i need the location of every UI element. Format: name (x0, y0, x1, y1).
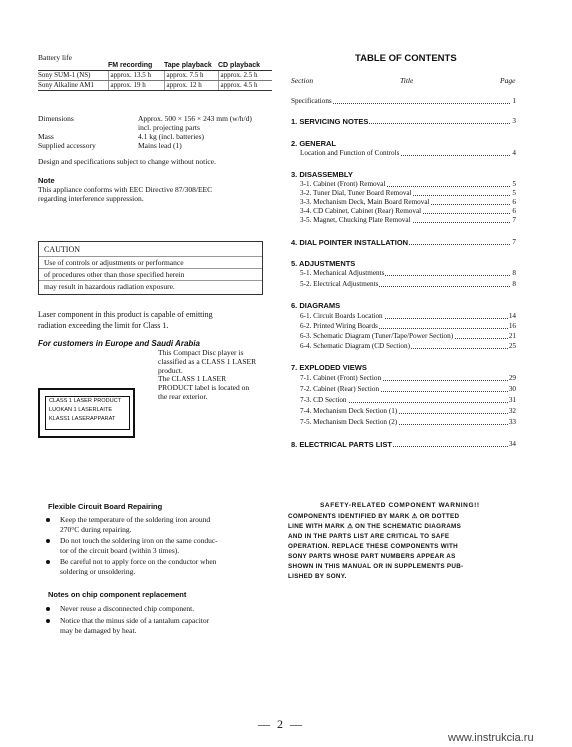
bullet-icon (46, 607, 50, 611)
toc-entry-page: 21 (508, 332, 516, 340)
toc-entry-label: Location and Function of Controls (300, 149, 400, 157)
toc-entry-page: 34 (508, 440, 516, 448)
safety-warning-body (288, 512, 510, 582)
toc-col-title: Title (400, 76, 414, 85)
toc-entry-page: 29 (508, 374, 516, 382)
toc-entry-page: 30 (508, 385, 516, 393)
laser-line: Laser component in this product is capable of emitting (38, 310, 213, 319)
table-cell: Sony Alkaline AM1 (38, 81, 108, 91)
spec-notice: Design and specifications subject to change without notice. (38, 157, 216, 166)
list-item (60, 616, 278, 636)
toc-entry-label: 3-3. Mechanism Deck, Main Board Removal (300, 198, 430, 206)
spec-value: 4.1 kg (incl. batteries) (138, 132, 205, 141)
spec-label: Dimensions (38, 114, 74, 123)
chip-notes-title: Notes on chip component replacement (48, 590, 187, 599)
toc-entry-page: 8 (512, 269, 516, 277)
spec-dimensions-cont (38, 123, 278, 132)
warning-line: OPERATION. REPLACE THESE COMPONENTS WITH (288, 543, 459, 550)
toc-section-disassembly: 3. DISASSEMBLY (291, 170, 353, 179)
bullet-icon (46, 518, 50, 522)
table-cell: approx. 12 h (164, 81, 218, 91)
toc-section-label: 1. SERVICING NOTES (291, 117, 369, 126)
desc-line: The CLASS 1 LASER (158, 374, 227, 384)
bullet-icon (46, 539, 50, 543)
list-item-text: may be damaged by heat. (60, 626, 137, 635)
flex-repair-title: Flexible Circuit Board Repairing (48, 502, 163, 511)
safety-warning-title: SAFETY-RELATED COMPONENT WARNING!! (320, 502, 480, 509)
toc-entry-page: 32 (508, 407, 516, 415)
toc-section-general: 2. GENERAL (291, 139, 337, 148)
label-inner (45, 396, 130, 430)
toc-title: TABLE OF CONTENTS (355, 53, 457, 64)
spec-label: Mass (38, 132, 54, 141)
battery-life-title: Battery life (38, 53, 72, 62)
toc-col-section: Section (291, 76, 314, 85)
table-cell: approx. 13.5 h (108, 71, 164, 81)
toc-entry-page: 33 (508, 418, 516, 426)
toc-entry-label: 3-1. Cabinet (Front) Removal (300, 180, 386, 188)
toc-entry-page: 6 (512, 207, 516, 215)
bullet-icon (46, 619, 50, 623)
desc-line: This Compact Disc player is (158, 348, 244, 357)
label-line: KLASS1 LASERAPPARAT (49, 416, 116, 422)
desc-line: the rear exterior. (158, 391, 208, 401)
list-item (60, 604, 278, 614)
spec-accessory (38, 141, 278, 150)
toc-entry-page: 14 (508, 312, 516, 320)
desc-line: PRODUCT label is located on (158, 383, 250, 393)
laser-product-label (38, 388, 135, 438)
toc-entry-label: 3-5. Magnet, Chucking Plate Removal (300, 216, 411, 224)
list-item-text: 270°C during repairing. (60, 525, 132, 534)
toc-entry-page: 3 (512, 117, 516, 125)
table-cell: Sony SUM-1 (NS) (38, 71, 108, 81)
toc-entry-label: 3-2. Tuner Dial, Tuner Board Removal (300, 189, 412, 197)
toc-entry-label: 7-4. Mechanism Deck Section (1) (300, 407, 398, 415)
toc-section-label: 4. DIAL POINTER INSTALLATION (291, 238, 409, 247)
table-cell: approx. 19 h (108, 81, 164, 91)
caution-line: Use of controls or adjustments or performance (44, 258, 184, 267)
divider (39, 280, 262, 281)
list-item-text: Do not touch the soldering iron on the same conduc- (60, 536, 218, 545)
toc-entry-label: 6-1. Circuit Boards Location (300, 312, 383, 320)
toc-entry-label: 7-1. Cabinet (Front) Section (300, 374, 382, 382)
spec-value: incl. projecting parts (138, 123, 200, 132)
toc-entry-page: 7 (512, 216, 516, 224)
spec-mass (38, 132, 278, 141)
table-header: Tape playback (164, 62, 212, 69)
spec-dimensions (38, 114, 278, 123)
warning-line: LINE WITH MARK ⚠ ON THE SCHEMATIC DIAGRAMS (288, 523, 462, 530)
list-item-text: Notice that the minus side of a tantalum capacitor (60, 616, 210, 625)
table-header: FM recording (108, 62, 153, 69)
toc-entry-label: 6-2. Printed Wiring Boards (300, 322, 378, 330)
divider (39, 256, 262, 257)
table-row (38, 81, 272, 91)
note-line: regarding interference suppression. (38, 194, 144, 203)
warning-line: SHOWN IN THIS MANUAL OR IN SUPPLEMENTS PUB- (288, 563, 464, 570)
table-cell: approx. 4.5 h (218, 81, 272, 91)
note-line: This appliance conforms with EEC Directive 87/308/EEC (38, 185, 213, 194)
battery-life-table (38, 62, 272, 91)
table-header-row (38, 62, 272, 71)
bullet-icon (46, 560, 50, 564)
desc-line: classified as a CLASS 1 LASER (158, 356, 257, 366)
note-title: Note (38, 176, 55, 185)
label-line: CLASS 1 LASER PRODUCT (49, 398, 122, 404)
toc-col-page: Page (500, 76, 516, 85)
caution-line: may result in hazardous radiation exposure. (44, 282, 175, 291)
spec-value: Mains lead (1) (138, 141, 182, 150)
toc-entry-label: 5-1. Mechanical Adjustments (300, 269, 385, 277)
toc-entry-page: 5 (512, 189, 516, 197)
list-item-text: Be careful not to apply force on the conductor when (60, 557, 217, 566)
warning-line: SONY PARTS WHOSE PART NUMBERS APPEAR AS (288, 553, 456, 560)
toc-entry-label: 6-3. Schematic Diagram (Tuner/Tape/Power Section) (300, 332, 454, 340)
toc-entry-page: 31 (508, 396, 516, 404)
toc-entry-label: 3-4. CD Cabinet, Cabinet (Rear) Removal (300, 207, 422, 215)
toc-entry-label: Specifications (291, 97, 332, 105)
desc-line: product. (158, 365, 183, 375)
toc-section-exploded-views: 7. EXPLODED VIEWS (291, 363, 367, 372)
table-cell: approx. 2.5 h (218, 71, 272, 81)
toc-entry-label: 6-4. Schematic Diagram (CD Section) (300, 342, 410, 350)
warning-line: COMPONENTS IDENTIFIED BY MARK ⚠ OR DOTTED (288, 513, 460, 520)
spec-value: Approx. 500 × 156 × 243 mm (w/h/d) (138, 114, 252, 123)
table-row (38, 71, 272, 81)
table-header (38, 62, 108, 71)
list-item-text: Keep the temperature of the soldering iron around (60, 515, 211, 524)
toc-entry-label: 7-3. CD Section (300, 396, 347, 404)
toc-entry-label: 7-5. Mechanism Deck Section (2) (300, 418, 398, 426)
list-item-text: Never reuse a disconnected chip component. (60, 604, 195, 613)
table-header: CD playback (218, 62, 261, 69)
list-item-text: soldering or unsoldering. (60, 567, 136, 576)
laser-line: radiation exceeding the limit for Class 1. (38, 321, 169, 330)
europe-heading: For customers in Europe and Saudi Arabia (38, 339, 200, 348)
list-item (60, 536, 278, 556)
caution-title: CAUTION (44, 245, 80, 254)
watermark[interactable]: www.instrukcia.ru (448, 732, 534, 744)
list-item (60, 557, 278, 577)
toc-entry-page: 8 (512, 280, 516, 288)
list-item-text: tor of the circuit board (within 3 times). (60, 546, 180, 555)
toc-section-adjustments: 5. ADJUSTMENTS (291, 259, 356, 268)
toc-entry-page: 7 (512, 238, 516, 246)
laser-description (158, 349, 273, 402)
page-number: — 2 — (258, 717, 304, 731)
warning-line: LISHED BY SONY. (288, 573, 347, 580)
toc-entry-page: 5 (512, 180, 516, 188)
toc-entry-page: 16 (508, 322, 516, 330)
toc-section-label: 8. ELECTRICAL PARTS LIST (291, 440, 392, 449)
warning-line: AND IN THE PARTS LIST ARE CRITICAL TO SAFE (288, 533, 450, 540)
caution-box (38, 241, 263, 295)
toc-entry-page: 4 (512, 149, 516, 157)
toc-entry-page: 6 (512, 198, 516, 206)
toc-entry-label: 5-2. Electrical Adjustments (300, 280, 379, 288)
label-line: LUOKAN 1 LASERLAITE (49, 407, 113, 413)
toc-entry-page: 1 (512, 97, 516, 105)
caution-line: of procedures other than those specified herein (44, 270, 185, 279)
spec-label: Supplied accessory (38, 141, 96, 150)
toc-entry-page: 25 (508, 342, 516, 350)
list-item (60, 515, 278, 535)
divider (39, 268, 262, 269)
toc-section-diagrams: 6. DIAGRAMS (291, 301, 341, 310)
toc-entry-label: 7-2. Cabinet (Rear) Section (300, 385, 380, 393)
table-cell: approx. 7.5 h (164, 71, 218, 81)
